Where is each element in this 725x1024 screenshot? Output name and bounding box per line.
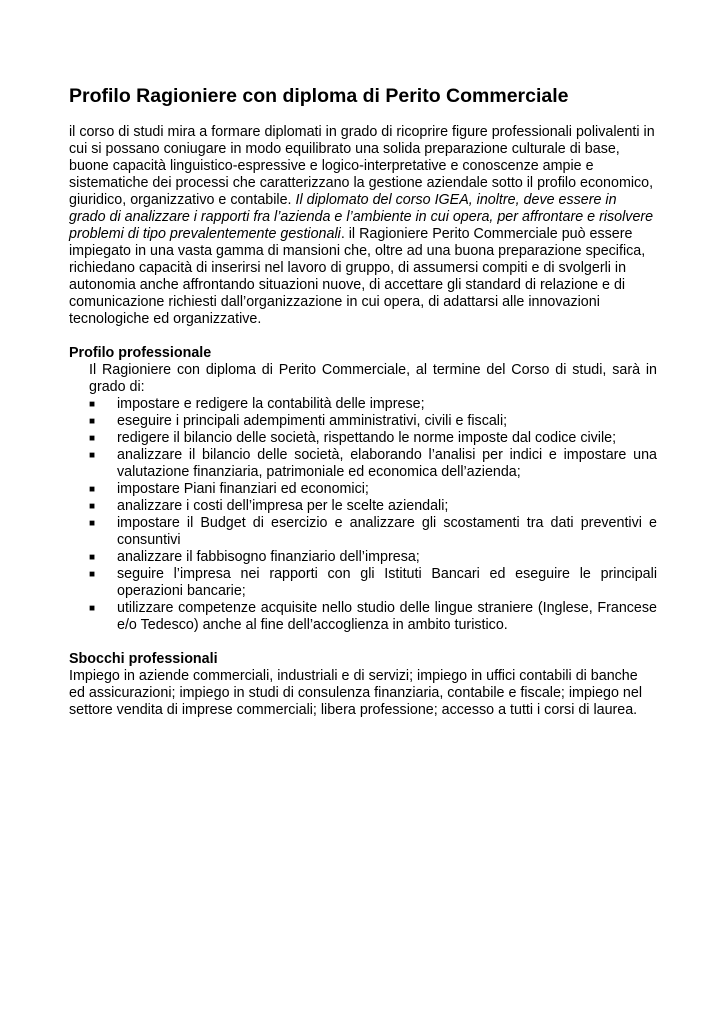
- list-item-text: utilizzare competenze acquisite nello studio delle lingue straniere (Inglese, Francese e/o Tedesco) anche al fine dell’accoglienza in ambito turistico.: [117, 600, 657, 633]
- professional-profile-heading: Profilo professionale: [69, 345, 212, 361]
- list-item: [89, 566, 657, 600]
- list-item-text: impostare Piani finanziari ed economici;: [117, 481, 369, 497]
- list-item: [89, 396, 657, 413]
- list-item-text: redigere il bilancio delle società, rispettando le norme imposte dal codice civile;: [117, 430, 617, 446]
- list-item: [89, 430, 657, 447]
- square-bullet-icon: ■: [89, 501, 96, 512]
- professional-profile-lead: Il Ragioniere con diploma di Perito Commerciale, al termine del Corso di studi, sarà in grado di:: [89, 362, 657, 395]
- list-item: [89, 481, 657, 498]
- list-item-text: eseguire i principali adempimenti amministrativi, civili e fiscali;: [117, 413, 508, 429]
- document-title: Profilo Ragioniere con diploma di Perito Commerciale: [69, 85, 569, 107]
- list-item-text: impostare e redigere la contabilità delle imprese;: [117, 396, 425, 412]
- intro-italic-text: Il diplomato del corso IGEA, inoltre, deve essere in grado di analizzare i rapporti fra l’azienda e l’ambiente in cui opera, per affrontare e risolvere problemi di tipo prevalentemente gestionali: [69, 192, 654, 242]
- career-outlets-text: Impiego in aziende commerciali, industriali e di servizi; impiego in uffici contabili di banche ed assicurazioni; impiego in studi di consulenza finanziaria, contabile e fiscale; impiego nel settore vendita di imprese commerciali; libera professione; accesso a tutti i corsi di laurea.: [69, 668, 642, 718]
- square-bullet-icon: ■: [89, 518, 96, 529]
- list-item: [89, 515, 657, 549]
- competence-list: [69, 396, 657, 634]
- square-bullet-icon: ■: [89, 416, 96, 427]
- career-outlets-heading: Sbocchi professionali: [69, 651, 218, 667]
- square-bullet-icon: ■: [89, 450, 96, 461]
- list-item-text: impostare il Budget di esercizio e analizzare gli scostamenti tra dati preventivi e consuntivi: [117, 515, 657, 548]
- list-item-text: analizzare il bilancio delle società, elaborando l’analisi per indici e impostare una valutazione finanziaria, patrimoniale ed economica dell’azienda;: [117, 447, 657, 480]
- list-item: [89, 549, 657, 566]
- list-item: [89, 413, 657, 430]
- square-bullet-icon: ■: [89, 603, 96, 614]
- square-bullet-icon: ■: [89, 433, 96, 444]
- square-bullet-icon: ■: [89, 569, 96, 580]
- square-bullet-icon: ■: [89, 484, 96, 495]
- list-item-text: analizzare il fabbisogno finanziario dell’impresa;: [117, 549, 420, 565]
- document-page: [69, 84, 657, 719]
- square-bullet-icon: ■: [89, 552, 96, 563]
- intro-paragraph: [69, 124, 657, 328]
- list-item: [89, 447, 657, 481]
- list-item-text: analizzare i costi dell’impresa per le scelte aziendali;: [117, 498, 449, 514]
- list-item: [89, 498, 657, 515]
- list-item: [89, 600, 657, 634]
- intro-text-start: il corso di studi mira a formare diplomati in grado di ricoprire figure professionali polivalenti in cui si possano coniugare in modo equilibrato una solida preparazione culturale di base, buone capacità linguistico-espressive e logico-interpretative e conoscenze ampie e sistematiche dei processi che caratterizzano la gestione aziendale sotto il profilo economico, giuridico, organizzativo e contabile.: [69, 124, 655, 208]
- intro-text-end: . il Ragioniere Perito Commerciale può essere impiegato in una vasta gamma di mansioni che, oltre ad una buona preparazione specifica, richiedano capacità di inserirsi nel lavoro di gruppo, di assumersi compiti e di svolgerli in autonomia anche affrontando situazioni nuove, di accettare gli standard di relazione e di comunicazione richiesti dall’organizzazione in cui opera, di adattarsi alle innovazioni tecnologiche ed organizzative.: [69, 226, 646, 327]
- list-item-text: seguire l’impresa nei rapporti con gli Istituti Bancari ed eseguire le principali operazioni bancarie;: [117, 566, 657, 599]
- square-bullet-icon: ■: [89, 399, 96, 410]
